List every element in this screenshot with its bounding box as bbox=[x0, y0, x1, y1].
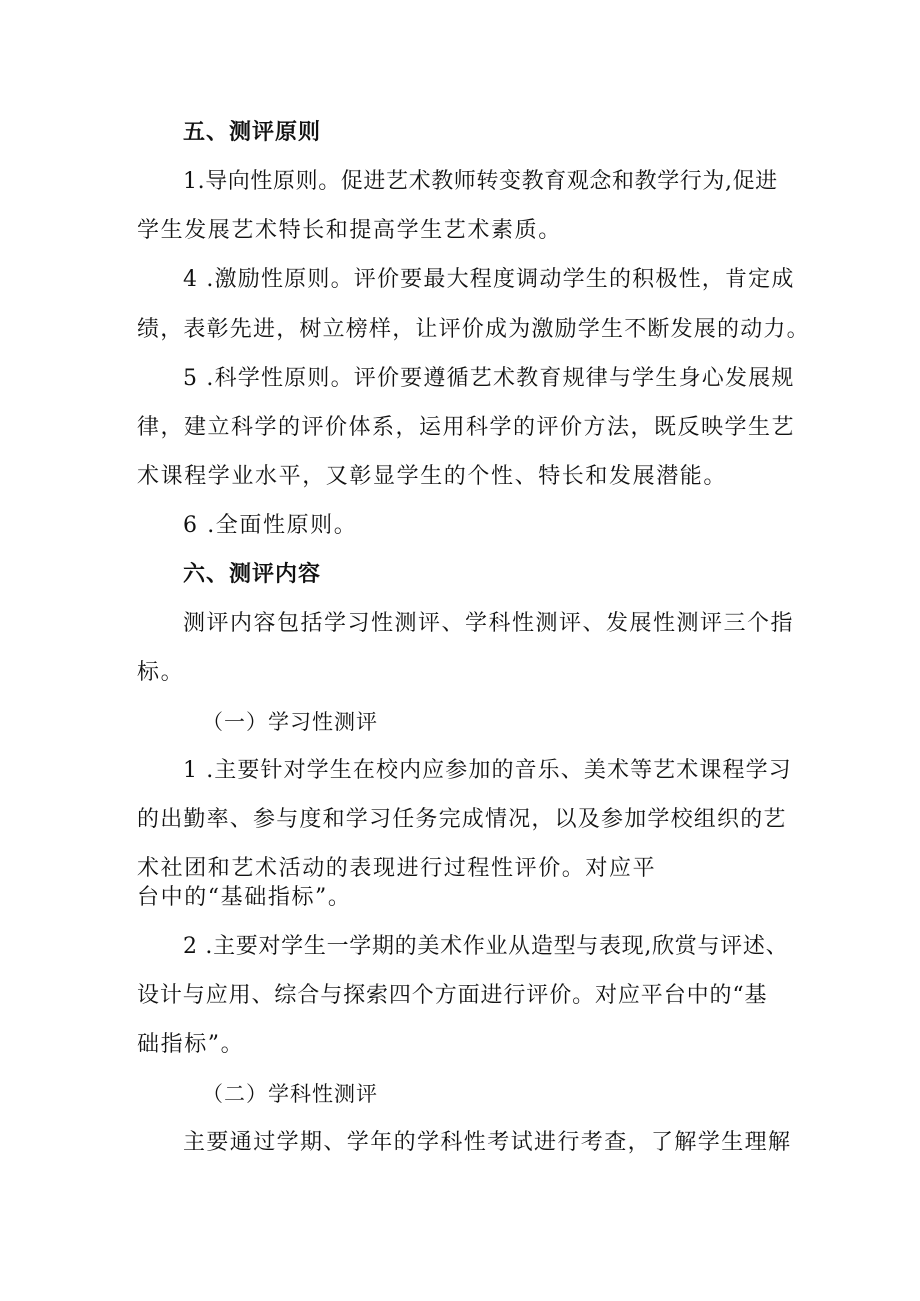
paragraph-line: 的出勤率、参与度和学习任务完成情况，以及参加学校组织的艺 bbox=[137, 807, 787, 832]
paragraph-line: 术社团和艺术活动的表现进行过程性评价。对应平 bbox=[137, 856, 657, 881]
paragraph-line: 6 .全面性原则。 bbox=[183, 513, 358, 538]
subsection-heading-learning-evaluation: （一）学习性测评 bbox=[202, 710, 378, 734]
paragraph-line: 4 .激励性原则。评价要最大程度调动学生的积极性，肯定成 bbox=[183, 267, 795, 292]
paragraph-line: 设计与应用、综合与探索四个方面进行评价。对应平台中的“基 bbox=[137, 983, 768, 1008]
section-heading-evaluation-principles: 五、测评原则 bbox=[183, 120, 322, 145]
section-heading-evaluation-content: 六、测评内容 bbox=[183, 562, 322, 587]
paragraph-line: 术课程学业水平，又彰显学生的个性、特长和发展潜能。 bbox=[137, 464, 728, 489]
paragraph-line: 绩，表彰先进，树立榜样，让评价成为激励学生不断发展的动力。 bbox=[137, 317, 810, 342]
paragraph-line: 1 .主要针对学生在校内应参加的音乐、美术等艺术课程学习 bbox=[183, 758, 792, 783]
paragraph-line: 学生发展艺术特长和提高学生艺术素质。 bbox=[137, 218, 562, 243]
paragraph-line: 律，建立科学的评价体系，运用科学的评价方法，既反映学生艺 bbox=[137, 415, 796, 440]
paragraph-line: 5 .科学性原则。评价要遵循艺术教育规律与学生身心发展规 bbox=[183, 366, 795, 391]
paragraph-line: 标。 bbox=[137, 660, 185, 685]
paragraph-line: 1.导向性原则。促进艺术教师转变教育观念和教学行为,促进 bbox=[183, 169, 778, 194]
paragraph-line: 台中的“基础指标”。 bbox=[137, 885, 352, 910]
paragraph-line: 测评内容包括学习性测评、学科性测评、发展性测评三个指 bbox=[183, 611, 795, 636]
paragraph-line: 2 .主要对学生一学期的美术作业从造型与表现,欣赏与评述、 bbox=[183, 934, 789, 959]
paragraph-line: 主要通过学期、学年的学科性考试进行考查，了解学生理解 bbox=[183, 1130, 792, 1155]
subsection-heading-subject-evaluation: （二）学科性测评 bbox=[202, 1082, 378, 1106]
paragraph-line: 础指标”。 bbox=[137, 1032, 245, 1057]
